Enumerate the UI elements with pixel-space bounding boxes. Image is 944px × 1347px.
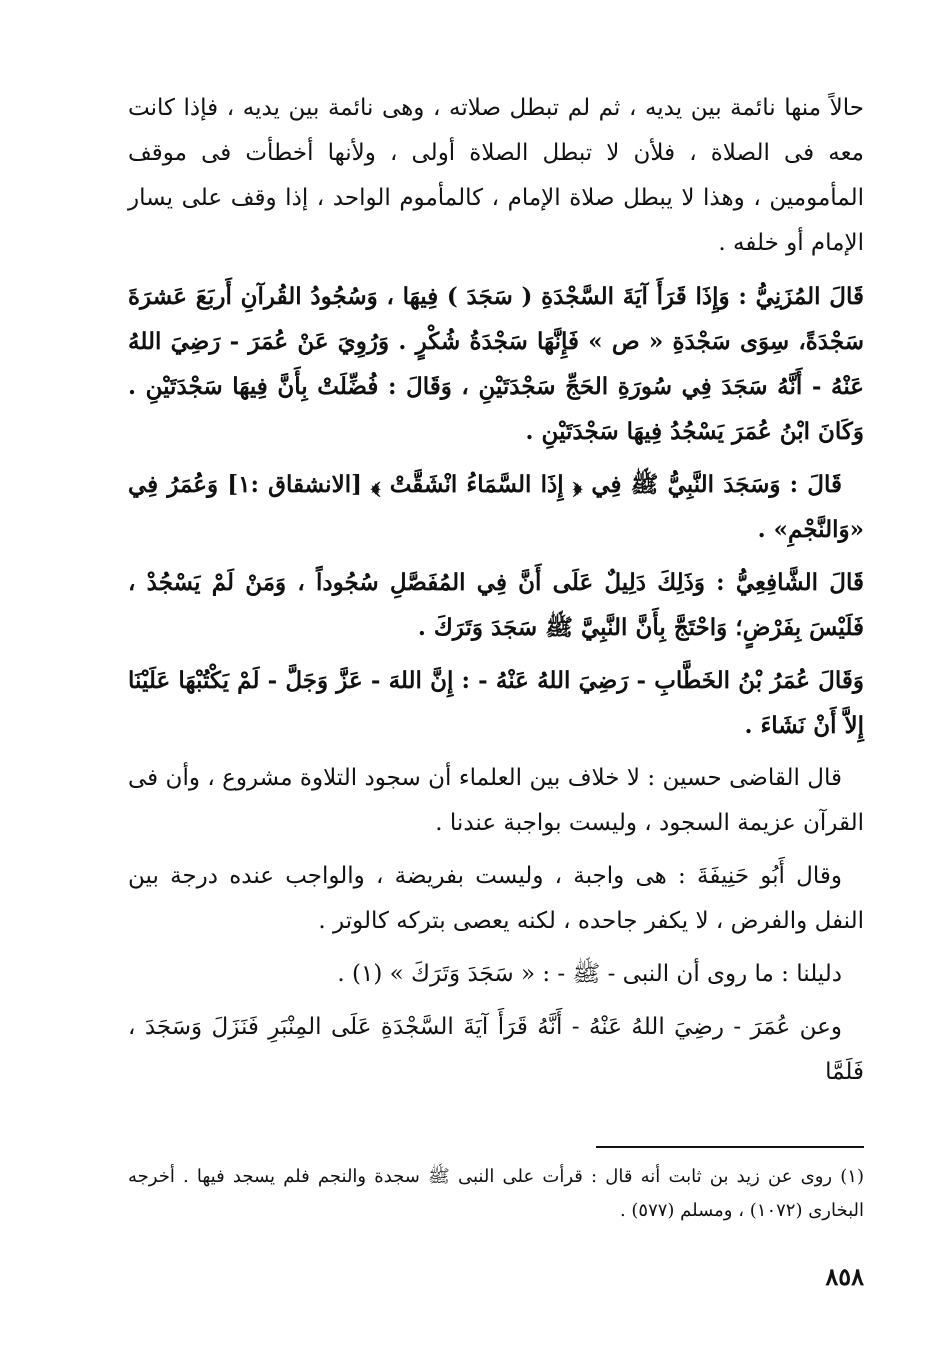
- footnote: (١) روى عن زيد بن ثابت أنه قال : قرأت على النبى ﷺ سجدة والنجم فلم يسجد فيها . أخرجه البخارى (١٠٧٢) ، ومسلم (٥٧٧) .: [128, 1166, 864, 1221]
- main-text: [128, 86, 864, 1103]
- paragraph-qadi-husain: قال القاضى حسين : لا خلاف بين العلماء أن سجود التلاوة مشروع ، وأن فى القرآن عزيمة السجود ، وليست بواجبة عندنا .: [128, 765, 864, 836]
- paragraph-abu-hanifa: وقال أَبُو حَنِيفَةَ : هى واجبة ، وليست بفريضة ، والواجب عنده درجة بين النفل والفرض ، لا يكفر جاحده ، لكنه يعصى بتركه كالوتر .: [128, 863, 864, 934]
- footnote-divider: [596, 1146, 864, 1148]
- paragraph-evidence: دليلنا : ما روى أن النبى - ﷺ - : « سَجَدَ وَتَرَكَ » (١) .: [337, 961, 842, 987]
- paragraph-commentary-1: حالاً منها نائمة بين يديه ، ثم لم تبطل صلاته ، وهى نائمة بين يديه ، فإذا كانت معه فى الصلاة ، فلأن لا تبطل الصلاة أولى ، ولأنها أخطأت فى موقف المأمومين ، وهذا لا يبطل صلاة الإمام ، كالمأموم الواحد ، إذا وقف على يسار الإمام أو خلفه .: [128, 95, 864, 256]
- page-number: ٨٥٨: [825, 1262, 864, 1291]
- paragraph-umar-minbar: وعن عُمَرَ - رضِيَ اللهُ عَنْهُ - أَنَّهُ قَرَأَ آيَةَ السَّجْدَةِ عَلَى المِنْبَرِ فَنَزَلَ وَسَجَدَ ، فَلَمَّا: [128, 1014, 864, 1085]
- paragraph-prophet-sajda: قَالَ : وَسَجَدَ النَّبِيُّ ﷺ فِي ﴿ إِذَا السَّمَاءُ انْشَقَّتْ ﴾ [الانشقاق :١] وَعُمَرُ فِي «وَالنَّجْمِ» .: [128, 471, 864, 543]
- paragraph-umar-text: وَقَالَ عُمَرُ بْنُ الخَطَّابِ - رَضِيَ اللهُ عَنْهُ - : إِنَّ اللهَ - عَزَّ وَجَلَّ - لَمْ يَكْتُبْهَا عَلَيْنَا إِلاَّ أَنْ نَشَاءَ .: [128, 667, 864, 739]
- paragraph-muzani-text: قَالَ المُزَنِيُّ : وَإِذَا قَرَأَ آيَةَ السَّجْدَةِ ( سَجَدَ ) فِيهَا ، وَسُجُودُ القُرآنِ أَربَعَ عَشرَةَ سَجْدَةً، سِوَى سَجْدَةِ « ص » فَإِنَّهَا سَجْدَةُ شُكْرٍ . وَرُوِيَ عَنْ عُمَرَ - رَضِيَ اللهُ عَنْهُ - أَنَّهُ سَجَدَ فِي سُورَةِ الحَجِّ سَجْدَتَيْنِ ، وَقَالَ : فُضِّلَتْ بِأَنَّ فِيهَا سَجْدَتَيْنِ . وَكَانَ ابْنُ عُمَرَ يَسْجُدُ فِيهَا سَجْدَتَيْنِ .: [128, 283, 864, 445]
- paragraph-shafii-text: قَالَ الشَّافِعِيُّ : وَذَلِكَ دَلِيلٌ عَلَى أَنَّ فِي المُفَصَّلِ سُجُوداً ، وَمَنْ لَمْ يَسْجُدْ ، فَلَيْسَ بِفَرْضٍ؛ وَاحْتَجَّ بِأَنَّ النَّبِيَّ ﷺ سَجَدَ وَتَرَكَ .: [128, 569, 864, 641]
